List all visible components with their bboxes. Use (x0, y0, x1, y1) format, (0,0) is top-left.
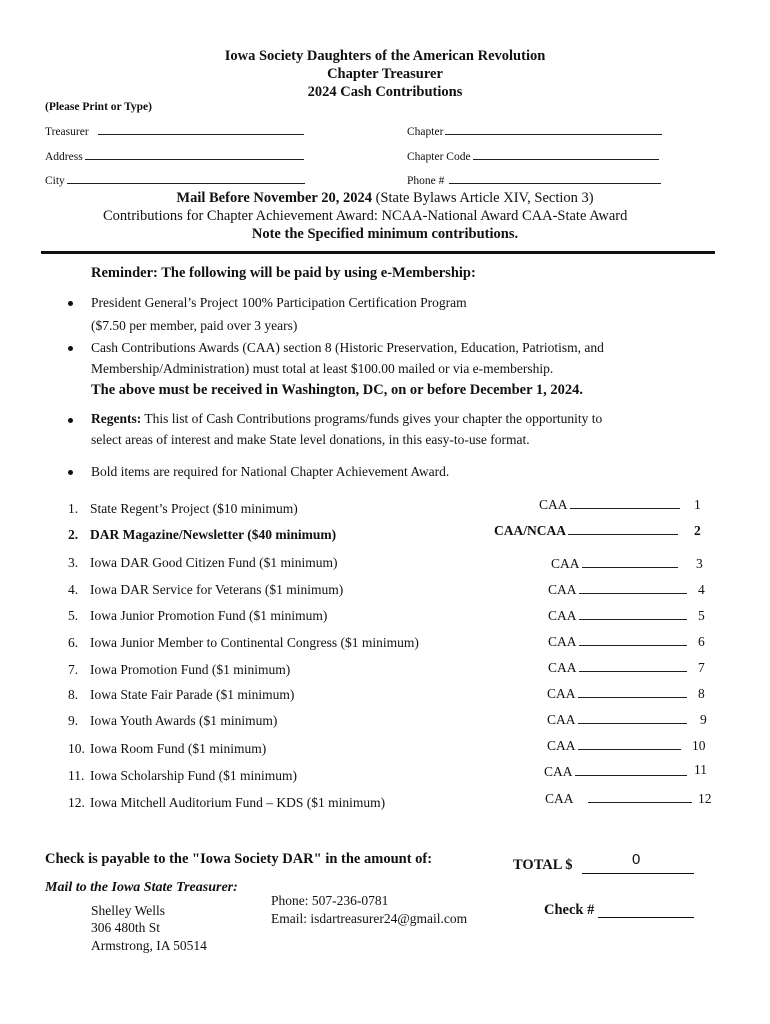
caa-label: CAA (539, 497, 568, 512)
contribution-item (68, 795, 385, 811)
regents-line2: select areas of interest and make State level donations, in this easy-to-use format. (91, 432, 530, 447)
form-subtitle: Chapter Treasurer (327, 66, 443, 82)
caa-input-line[interactable] (582, 557, 678, 568)
divider (41, 251, 715, 254)
bullet-icon (68, 418, 73, 423)
item-label: Iowa Junior Member to Continental Congress ($1 minimum) (90, 635, 419, 650)
check-number-input-line[interactable] (598, 917, 694, 918)
chapter-code-input-line[interactable] (473, 149, 659, 160)
phone-field[interactable] (407, 173, 661, 187)
item-number: 2. (68, 527, 79, 542)
item-reference-number: 2 (694, 523, 701, 538)
washington-deadline: The above must be received in Washington, DC, on or before December 1, 2024. (91, 382, 584, 398)
caa-input-line[interactable] (579, 635, 687, 646)
caa-input-line[interactable] (588, 792, 692, 803)
regents-label: Regents: (91, 411, 142, 426)
item-label: Iowa Mitchell Auditorium Fund – KDS ($1 minimum) (90, 795, 386, 810)
caa-amount-field[interactable] (539, 497, 680, 513)
contribution-item (68, 687, 294, 703)
item-number: 9. (68, 713, 79, 728)
treasurer-name: Shelley Wells (91, 903, 166, 918)
bullet1-line2: ($7.50 per member, paid over 3 years) (91, 318, 298, 333)
treasurer-label: Treasurer (45, 126, 89, 138)
regents-line1 (91, 411, 602, 427)
caa-input-line[interactable] (578, 739, 681, 750)
bullet2-line2: Membership/Administration) must total at least $100.00 mailed or via e-membership. (91, 361, 554, 376)
mail-to-heading: Mail to the Iowa State Treasurer: (45, 880, 238, 895)
caa-amount-field[interactable] (548, 634, 687, 650)
item-number: 3. (68, 555, 79, 570)
item-reference-number: 7 (698, 660, 705, 675)
item-reference-number: 8 (698, 686, 705, 701)
item-reference-number: 10 (692, 738, 706, 753)
bullet-icon (68, 301, 73, 306)
contribution-item (68, 713, 277, 729)
caa-label: CAA (548, 582, 577, 597)
city-label: City (45, 175, 65, 187)
caa-label: CAA (545, 791, 574, 806)
contribution-item (68, 741, 266, 757)
caa-label: CAA (547, 712, 576, 727)
print-note: (Please Print or Type) (45, 101, 152, 113)
caa-amount-field[interactable] (548, 660, 687, 676)
caa-label: CAA (548, 634, 577, 649)
chapter-label: Chapter (407, 126, 444, 138)
bylaws-reference: (State Bylaws Article XIV, Section 3) (371, 190, 594, 206)
caa-input-line[interactable] (570, 498, 680, 509)
caa-label: CAA/NCAA (494, 523, 566, 538)
item-label: Iowa Junior Promotion Fund ($1 minimum) (90, 608, 328, 623)
contribution-item (68, 635, 419, 651)
item-label: State Regent’s Project ($10 minimum) (90, 501, 298, 516)
caa-input-line[interactable] (568, 524, 678, 535)
chapter-code-field[interactable] (407, 149, 659, 163)
item-number: 11. (68, 768, 85, 783)
city-field[interactable] (45, 173, 305, 187)
contribution-item (68, 768, 297, 784)
caa-label: CAA (548, 608, 577, 623)
caa-amount-field[interactable] (547, 738, 681, 754)
total-label: TOTAL $ (513, 857, 573, 873)
caa-amount-field[interactable] (547, 712, 687, 728)
contribution-item (68, 582, 343, 598)
city-input-line[interactable] (67, 173, 305, 184)
item-label: DAR Magazine/Newsletter ($40 minimum) (90, 527, 337, 542)
treasurer-input-line[interactable] (98, 124, 304, 135)
caa-amount-field[interactable] (494, 523, 678, 539)
item-reference-number: 9 (700, 712, 707, 727)
item-number: 5. (68, 608, 79, 623)
item-label: Iowa Scholarship Fund ($1 minimum) (90, 768, 297, 783)
caa-input-line[interactable] (579, 583, 687, 594)
chapter-code-label: Chapter Code (407, 151, 471, 163)
mail-deadline: Mail Before November 20, 2024 (176, 190, 372, 206)
contribution-item (68, 501, 298, 517)
item-number: 12. (68, 795, 85, 810)
item-number: 6. (68, 635, 79, 650)
caa-input-line[interactable] (578, 713, 687, 724)
regents-text: This list of Cash Contributions programs/funds gives your chapter the opportunity to (141, 411, 603, 426)
item-label: Iowa DAR Good Citizen Fund ($1 minimum) (90, 555, 338, 570)
item-reference-number: 6 (698, 634, 705, 649)
caa-label: CAA (551, 556, 580, 571)
item-label: Iowa DAR Service for Veterans ($1 minimum) (90, 582, 344, 597)
caa-amount-field[interactable] (551, 556, 678, 572)
item-number: 8. (68, 687, 79, 702)
item-reference-number: 5 (698, 608, 705, 623)
item-reference-number: 1 (694, 497, 701, 512)
address-input-line[interactable] (85, 149, 304, 160)
total-input-line[interactable] (582, 873, 694, 874)
caa-amount-field[interactable] (548, 582, 687, 598)
bullet2-line1: Cash Contributions Awards (CAA) section 8 (Historic Preservation, Education, Patriotism, and (91, 340, 604, 355)
contribution-item (68, 608, 327, 624)
caa-amount-field[interactable] (545, 791, 692, 807)
address-field[interactable] (45, 149, 304, 163)
item-reference-number: 3 (696, 556, 703, 571)
item-reference-number: 4 (698, 582, 705, 597)
item-label: Iowa Room Fund ($1 minimum) (90, 741, 267, 756)
chapter-input-line[interactable] (445, 124, 662, 135)
contribution-item (68, 662, 290, 678)
contribution-item (68, 555, 337, 571)
caa-input-line[interactable] (578, 687, 687, 698)
caa-amount-field[interactable] (544, 764, 687, 780)
item-number: 1. (68, 501, 79, 516)
treasurer-city: Armstrong, IA 50514 (91, 938, 207, 953)
bold-items-note: Bold items are required for National Chapter Achievement Award. (91, 464, 450, 479)
address-label: Address (45, 151, 83, 163)
treasurer-email: Email: isdartreasurer24@gmail.com (271, 911, 468, 926)
check-payable-text: Check is payable to the "Iowa Society DAR" in the amount of: (45, 851, 433, 867)
caa-amount-field[interactable] (548, 608, 687, 624)
item-label: Iowa Youth Awards ($1 minimum) (90, 713, 278, 728)
item-number: 7. (68, 662, 79, 677)
item-reference-number: 11 (694, 762, 707, 777)
form-title: Iowa Society Daughters of the American Revolution (224, 48, 546, 64)
total-value[interactable]: 0 (632, 851, 641, 868)
item-number: 4. (68, 582, 79, 597)
phone-input-line[interactable] (449, 173, 661, 184)
caa-label: CAA (547, 686, 576, 701)
treasurer-street: 306 480th St (91, 920, 161, 935)
minimum-note: Note the Specified minimum contributions. (251, 226, 519, 242)
mail-before-notice (0, 190, 770, 207)
caa-label: CAA (548, 660, 577, 675)
chapter-field[interactable] (407, 124, 662, 138)
caa-input-line[interactable] (579, 661, 687, 672)
bullet1-line1: President General’s Project 100% Participation Certification Program (91, 295, 467, 310)
treasurer-field[interactable] (45, 124, 304, 138)
caa-label: CAA (547, 738, 576, 753)
caa-amount-field[interactable] (547, 686, 687, 702)
item-label: Iowa State Fair Parade ($1 minimum) (90, 687, 295, 702)
awards-line: Contributions for Chapter Achievement Award: NCAA-National Award CAA-State Award (103, 208, 628, 224)
item-number: 10. (68, 741, 85, 756)
treasurer-phone: Phone: 507-236-0781 (271, 893, 389, 908)
bullet-icon (68, 470, 73, 475)
phone-label: Phone # (407, 175, 445, 187)
caa-input-line[interactable] (579, 609, 687, 620)
reminder-heading: Reminder: The following will be paid by using e-Membership: (91, 265, 476, 281)
caa-input-line[interactable] (575, 765, 687, 776)
contribution-item (68, 527, 336, 543)
item-reference-number: 12 (698, 791, 712, 806)
form-year-title: 2024 Cash Contributions (307, 84, 463, 100)
bullet-icon (68, 346, 73, 351)
caa-label: CAA (544, 764, 573, 779)
item-label: Iowa Promotion Fund ($1 minimum) (90, 662, 291, 677)
check-number-label: Check # (544, 902, 595, 918)
